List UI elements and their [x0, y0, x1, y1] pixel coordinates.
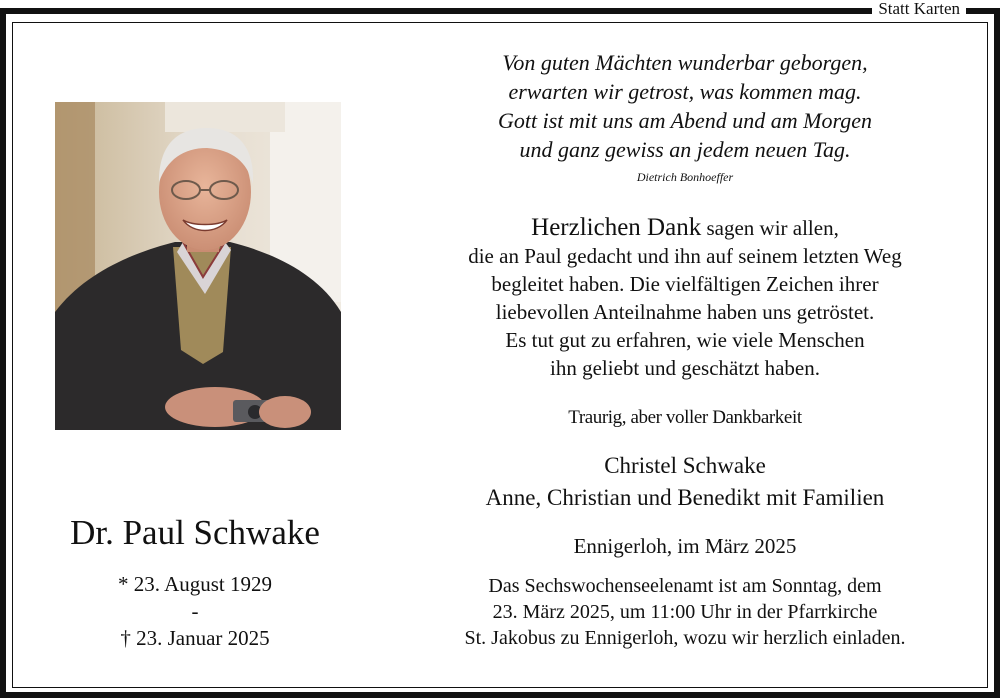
poem [395, 48, 975, 164]
service-info [395, 573, 975, 651]
thanks-line: liebevollen Anteilnahme haben uns getröstet. [495, 300, 875, 324]
thanks-line: begleitet haben. Die vielfältigen Zeichen ihrer [491, 272, 879, 296]
poem-line: Gott ist mit uns am Abend und am Morgen [498, 108, 872, 133]
service-line: St. Jakobus zu Ennigerloh, wozu wir herzlich einladen. [464, 627, 906, 649]
tagline: Statt Karten [872, 0, 966, 18]
family-spouse: Christel Schwake [604, 453, 766, 478]
death-date: † 23. Januar 2025 [120, 626, 270, 650]
service-line: Das Sechswochenseelenamt ist am Sonntag, dem [488, 575, 882, 597]
grief-line: Traurig, aber voller Dankbarkeit [568, 407, 802, 428]
family-children: Anne, Christian und Benedikt mit Familien [485, 485, 885, 510]
thanks-first-line [395, 214, 975, 242]
birth-date: * 23. August 1929 [117, 572, 272, 596]
poem-author: Dietrich Bonhoeffer [636, 170, 734, 184]
poem-line: erwarten wir getrost, was kommen mag. [508, 79, 862, 104]
service-line: 23. März 2025, um 11:00 Uhr in der Pfarrkirche [492, 601, 878, 623]
poem-line: Von guten Mächten wunderbar geborgen, [502, 50, 868, 75]
thanks-line: Es tut gut zu erfahren, wie viele Menschen [505, 328, 865, 352]
date-separator: - [191, 599, 199, 623]
portrait-photo [55, 102, 341, 430]
thanks-text [395, 214, 975, 382]
thanks-lead-rest: sagen wir allen, [701, 216, 839, 240]
thanks-lead: Herzlichen Dank [531, 214, 702, 241]
thanks-line: die an Paul gedacht und ihn auf seinem letzten Weg [468, 244, 902, 268]
family-names [395, 450, 975, 514]
place-date: Ennigerloh, im März 2025 [573, 534, 797, 558]
poem-line: und ganz gewiss an jedem neuen Tag. [519, 137, 851, 162]
thanks-line: ihn geliebt und geschätzt haben. [550, 356, 820, 380]
deceased-name: Dr. Paul Schwake [70, 513, 320, 552]
